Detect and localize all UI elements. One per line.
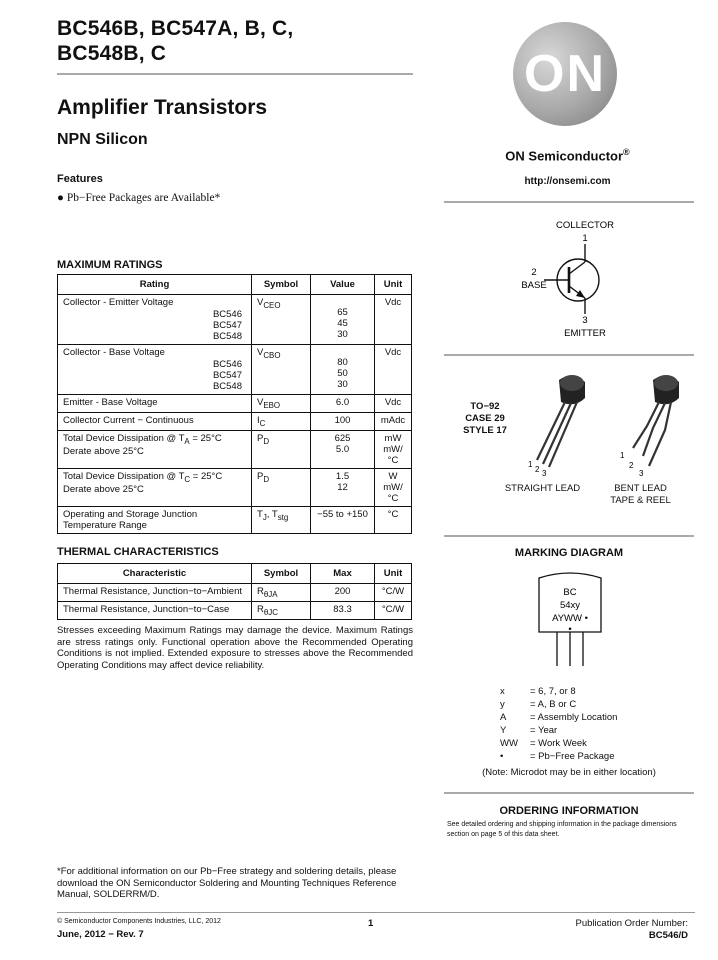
unit: °C bbox=[375, 506, 412, 533]
table-row bbox=[58, 395, 412, 413]
marking-line: 54xy bbox=[559, 600, 581, 611]
pin2-label: 2 bbox=[531, 267, 537, 278]
part-line-1: BC546B, BC547A, B, C, bbox=[57, 17, 294, 40]
footer-divider bbox=[57, 912, 695, 913]
legend-row: WW = Work Week bbox=[500, 738, 587, 749]
marking-diagram-heading: MARKING DIAGRAM bbox=[514, 547, 624, 559]
microdot-note: (Note: Microdot may be in either location) bbox=[482, 767, 656, 778]
marking-line: AYWW • bbox=[552, 613, 588, 624]
value: 50 bbox=[337, 368, 348, 379]
divider bbox=[444, 792, 694, 794]
company-name: ON Semiconductor® bbox=[505, 147, 630, 164]
symbol: $V_{EBO}$ bbox=[252, 395, 311, 413]
part-numbers bbox=[57, 16, 417, 66]
unit: mW/°C bbox=[383, 443, 403, 466]
value: 30 bbox=[337, 379, 348, 390]
table-header-row bbox=[58, 275, 412, 295]
emitter-label: EMITTER bbox=[564, 328, 606, 339]
value: 5.0 bbox=[335, 443, 350, 455]
rating-name: Operating and Storage Junction Temperature Range bbox=[58, 506, 252, 533]
unit: mAdc bbox=[375, 412, 412, 430]
symbol: $V_{CBO}$ bbox=[252, 345, 311, 395]
pin-label: 2 bbox=[629, 461, 634, 470]
value: 12 bbox=[337, 481, 348, 493]
table-row bbox=[58, 468, 412, 506]
symbol: $I_C$ bbox=[252, 412, 311, 430]
rating-name: Emitter - Base Voltage bbox=[58, 395, 252, 413]
collector-line bbox=[569, 262, 585, 274]
part-line-2: BC548B, C bbox=[57, 42, 167, 65]
unit: Vdc bbox=[375, 345, 412, 395]
page-subtitle: NPN Silicon bbox=[57, 131, 148, 148]
divider bbox=[444, 201, 694, 203]
table-row bbox=[58, 345, 412, 395]
pin-label: 3 bbox=[542, 469, 547, 478]
legend-row: y = A, B or C bbox=[500, 699, 577, 710]
unit: mW/°C bbox=[383, 481, 403, 504]
characteristic: Thermal Resistance, Junction−to−Case bbox=[58, 601, 252, 619]
base-label: BASE bbox=[521, 280, 547, 291]
rating-name: Collector - Base Voltage bbox=[63, 347, 165, 358]
stress-note: Stresses exceeding Maximum Ratings may damage the device. Maximum Ratings are stress ratings only. Functional operation above the Recommended Operating Conditions is not implied. Extended exposure to stresses above the Recommended Operating Conditions may affect device reliability. bbox=[57, 625, 413, 671]
value: −55 to +150 bbox=[311, 506, 375, 533]
package-label: TO−92 CASE 29 STYLE 17 bbox=[463, 401, 507, 436]
rating-name: Total Device Dissipation @ $T_C = 25^\circ C$ Derate above 25°C bbox=[58, 468, 252, 506]
features-heading: Features bbox=[57, 173, 103, 185]
col-header: Symbol bbox=[252, 275, 311, 295]
emitter-arrow-icon bbox=[576, 290, 585, 298]
table-row bbox=[58, 601, 412, 619]
table-row bbox=[58, 584, 412, 602]
transistor-schematic bbox=[444, 212, 694, 344]
pin3-label: 3 bbox=[582, 315, 588, 326]
bent-lead-label: BENT LEAD TAPE & REEL bbox=[610, 483, 671, 506]
value: 100 bbox=[311, 412, 375, 430]
on-logo bbox=[513, 22, 617, 126]
pin1-label: 1 bbox=[582, 233, 588, 244]
col-header: Rating bbox=[58, 275, 252, 295]
to92-packages bbox=[515, 368, 695, 480]
value: 45 bbox=[337, 318, 348, 329]
value: 80 bbox=[337, 357, 348, 368]
pin-label: 3 bbox=[639, 469, 644, 478]
revision-date: June, 2012 − Rev. 7 bbox=[57, 929, 144, 940]
value: 625 bbox=[334, 432, 351, 444]
max-ratings-table bbox=[57, 274, 412, 534]
rating-name: Collector - Emitter Voltage bbox=[63, 297, 174, 308]
unit: °C/W bbox=[375, 601, 412, 619]
max-ratings-heading: MAXIMUM RATINGS bbox=[57, 259, 163, 271]
variant: BC546 bbox=[212, 359, 242, 370]
value: 6.0 bbox=[311, 395, 375, 413]
company-url[interactable]: http://onsemi.com bbox=[524, 176, 611, 187]
logo-text: ON bbox=[524, 45, 606, 103]
pin-label: 1 bbox=[528, 460, 533, 469]
unit: Vdc bbox=[375, 295, 412, 345]
col-header: Characteristic bbox=[58, 564, 252, 584]
variant: BC548 bbox=[212, 381, 242, 392]
page-title: Amplifier Transistors bbox=[57, 96, 268, 119]
value: 30 bbox=[337, 329, 348, 340]
max-value: 200 bbox=[311, 584, 375, 602]
rating-name: Collector Current − Continuous bbox=[58, 412, 252, 430]
divider bbox=[444, 354, 694, 356]
page-number: 1 bbox=[368, 918, 374, 929]
characteristic: Thermal Resistance, Junction−to−Ambient bbox=[58, 584, 252, 602]
thermal-heading: THERMAL CHARACTERISTICS bbox=[57, 546, 219, 558]
symbol: $R_{\theta JA}$ bbox=[252, 584, 311, 602]
max-value: 83.3 bbox=[311, 601, 375, 619]
value: 1.5 bbox=[335, 470, 350, 482]
symbol: $V_{CEO}$ bbox=[252, 295, 311, 345]
collector-label: COLLECTOR bbox=[556, 220, 614, 231]
marking-diagram bbox=[535, 572, 605, 670]
variant: BC547 bbox=[212, 370, 242, 381]
unit: mW bbox=[384, 432, 402, 444]
col-header: Max bbox=[311, 564, 375, 584]
straight-lead-package-icon bbox=[528, 375, 585, 478]
col-header: Unit bbox=[375, 564, 412, 584]
symbol: $T_J$, $T_{stg}$ bbox=[252, 506, 311, 533]
publication-number: Publication Order Number: BC546/D bbox=[575, 918, 688, 941]
microdot: • bbox=[568, 624, 572, 635]
ordering-heading: ORDERING INFORMATION bbox=[499, 805, 639, 817]
table-row bbox=[58, 295, 412, 345]
footnote: *For additional information on our Pb−Free strategy and soldering details, please download the ON Semiconductor Soldering and Mounting Techniques Reference Manual, SOLDERRM/D. bbox=[57, 866, 397, 900]
ordering-text: See detailed ordering and shipping information in the package dimensions section on page 5 of this data sheet. bbox=[447, 821, 677, 838]
variant: BC546 bbox=[212, 309, 242, 320]
col-header: Value bbox=[311, 275, 375, 295]
table-row bbox=[58, 430, 412, 468]
col-header: Symbol bbox=[252, 564, 311, 584]
feature-item: ● Pb−Free Packages are Available* bbox=[57, 192, 221, 204]
unit: W bbox=[388, 470, 398, 482]
table-header-row bbox=[58, 564, 412, 584]
table-row bbox=[58, 412, 412, 430]
legend-row: A = Assembly Location bbox=[500, 712, 618, 723]
unit: °C/W bbox=[375, 584, 412, 602]
marking-legend bbox=[500, 685, 617, 763]
marking-line: BC bbox=[563, 587, 577, 598]
divider bbox=[57, 73, 413, 75]
table-row bbox=[58, 506, 412, 533]
pin-label: 2 bbox=[535, 465, 540, 474]
symbol: $P_D$ bbox=[252, 430, 311, 468]
copyright: © Semiconductor Components Industries, LLC, 2012 bbox=[57, 918, 221, 925]
variant: BC548 bbox=[212, 331, 242, 342]
bent-lead-package-icon bbox=[620, 375, 679, 478]
rating-name: Total Device Dissipation @ $T_A = 25^\circ C$ Derate above 25°C bbox=[58, 430, 252, 468]
bullet-icon: ● bbox=[57, 192, 67, 204]
unit: Vdc bbox=[375, 395, 412, 413]
symbol: $P_D$ bbox=[252, 468, 311, 506]
legend-row: Y = Year bbox=[500, 725, 558, 736]
col-header: Unit bbox=[375, 275, 412, 295]
symbol: $R_{\theta JC}$ bbox=[252, 601, 311, 619]
thermal-table bbox=[57, 563, 412, 620]
value: 65 bbox=[337, 307, 348, 318]
legend-row: • = Pb−Free Package bbox=[500, 751, 615, 762]
variant: BC547 bbox=[212, 320, 242, 331]
legend-row: x = 6, 7, or 8 bbox=[500, 686, 576, 697]
divider bbox=[444, 535, 694, 537]
straight-lead-label: STRAIGHT LEAD bbox=[504, 483, 581, 494]
pin-label: 1 bbox=[620, 451, 625, 460]
